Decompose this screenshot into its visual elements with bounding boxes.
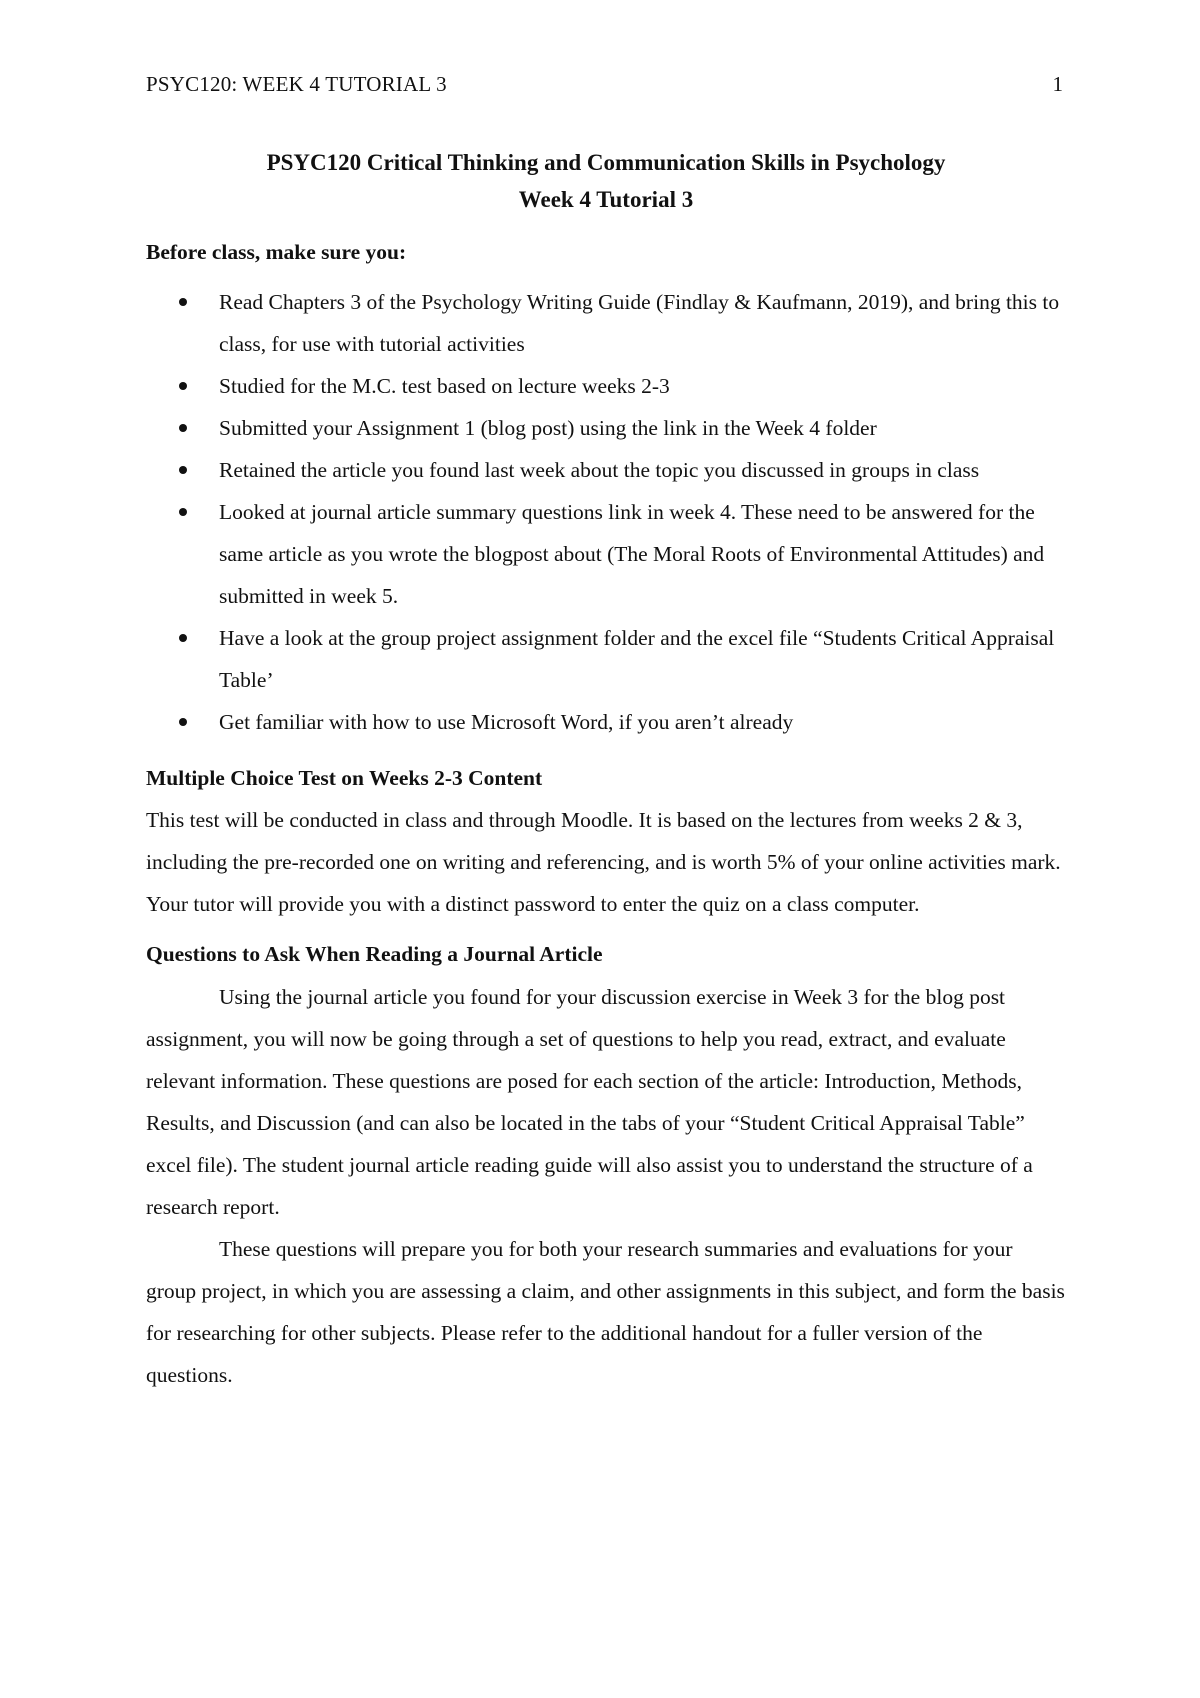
bullet-icon <box>179 508 187 516</box>
list-item-text: Looked at journal article summary questions link in week 4. These need to be answered for the same article as you wrote the blogpost about (The Moral Roots of Environmental Attitudes) and submitted in week 5. <box>219 500 1045 608</box>
list-item <box>146 491 1066 617</box>
list-item-text: Read Chapters 3 of the Psychology Writing Guide (Findlay & Kaufmann, 2019), and bring this to class, for use with tutorial activities <box>219 290 1060 356</box>
bullet-icon <box>179 634 187 642</box>
list-item <box>146 407 1066 449</box>
title-line-1: PSYC120 Critical Thinking and Communication Skills in Psychology <box>266 150 946 175</box>
list-item <box>146 449 1066 491</box>
list-item <box>146 281 1066 365</box>
title-line-2: Week 4 Tutorial 3 <box>518 187 694 212</box>
questions-paragraph-2: These questions will prepare you for both your research summaries and evaluations for your group project, in which you are assessing a claim, and other assignments in this subject, and form the basis for researching for other subjects. Please refer to the additional handout for a fuller version of the questions. <box>146 1237 1065 1387</box>
document-title <box>146 144 1066 218</box>
list-item <box>146 365 1066 407</box>
questions-paragraph-1: Using the journal article you found for your discussion exercise in Week 3 for the blog post assignment, you will now be going through a set of questions to help you read, extract, and evaluate relevant information. These questions are posed for each section of the article: Introduction, Methods, Results, and Discussion (and can also be located in the tabs of your “Student Critical Appraisal Table” excel file). The student journal article reading guide will also assist you to understand the structure of a research report. <box>146 985 1033 1219</box>
list-item-text: Have a look at the group project assignment folder and the excel file “Students Critical Appraisal Table’ <box>219 626 1055 692</box>
list-item <box>146 701 1066 743</box>
bullet-icon <box>179 382 187 390</box>
page-number: 1 <box>1052 72 1063 96</box>
bullet-icon <box>179 424 187 432</box>
list-item <box>146 617 1066 701</box>
list-item-text: Submitted your Assignment 1 (blog post) using the link in the Week 4 folder <box>219 416 877 440</box>
bullet-icon <box>179 718 187 726</box>
list-item-text: Studied for the M.C. test based on lecture weeks 2-3 <box>219 374 670 398</box>
before-class-list <box>146 281 1066 743</box>
mc-test-paragraph: This test will be conducted in class and through Moodle. It is based on the lectures from weeks 2 & 3, including the pre-recorded one on writing and referencing, and is worth 5% of your online activities mark. Your tutor will provide you with a distinct password to enter the quiz on a class computer. <box>146 808 1061 916</box>
running-head: PSYC120: WEEK 4 TUTORIAL 3 <box>146 72 447 96</box>
list-item-text: Retained the article you found last week about the topic you discussed in groups in class <box>219 458 980 482</box>
questions-heading: Questions to Ask When Reading a Journal Article <box>146 942 603 966</box>
bullet-icon <box>179 298 187 306</box>
before-class-heading: Before class, make sure you: <box>146 240 407 264</box>
document-body <box>146 144 1066 1396</box>
bullet-icon <box>179 466 187 474</box>
mc-test-heading: Multiple Choice Test on Weeks 2-3 Content <box>146 766 543 790</box>
list-item-text: Get familiar with how to use Microsoft Word, if you aren’t already <box>219 710 794 734</box>
